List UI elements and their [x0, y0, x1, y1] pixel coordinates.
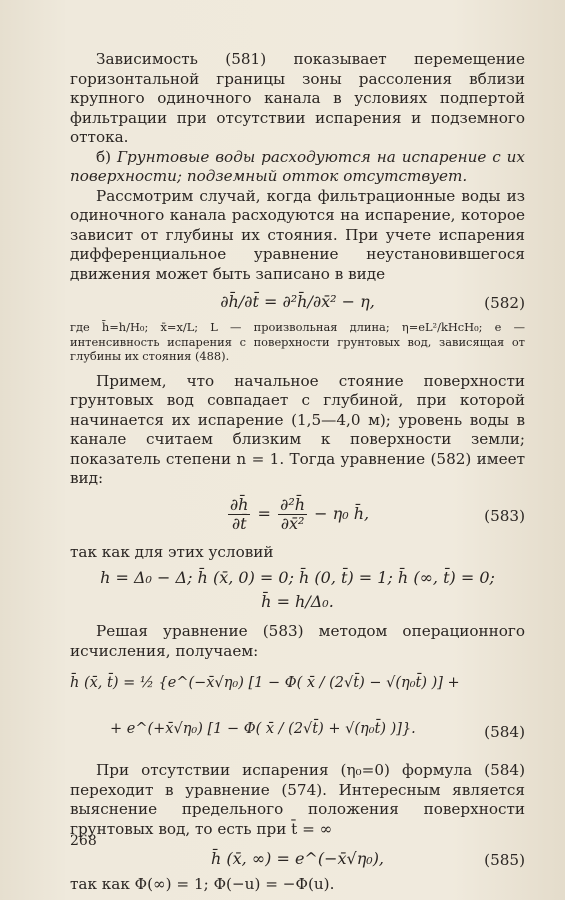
paragraph-2: Рассмотрим случай, когда фильтрационные воды из одиночного канала расходуются на испарение, которое зависит от глубины их стояния. При учете испарения дифференциальное уравнение неустановившегося движения может быть записано в виде — [70, 186, 525, 283]
conditions-2: h̄ = h/Δ₀. — [261, 592, 334, 612]
paragraph-1: Зависимость (581) показывает перемещение горизонтальной границы зоны рассоления вблизи крупного одиночного канала в условиях подпертой фильтрации при отсутствии испарения и подземного оттока. — [70, 50, 525, 146]
note-582: где h̄=h/H₀; x̄=x/L; L — произвольная длина; η=eL²/kHcH₀; e — интенсивность испарения с поверхности грунтовых вод, зависящая от глубины их стояния (488). — [70, 320, 525, 364]
equation-583 — [70, 493, 525, 541]
equation-582-number: (582) — [484, 294, 525, 312]
equation-585 — [70, 843, 525, 873]
fraction-lhs-den: ∂t̄ — [231, 513, 247, 533]
equation-584-second: + e^(+x̄√η₀) [1 − Φ( x̄ / (2√t̄) + √(η₀t̄) )]}. — [110, 721, 416, 738]
paragraph-4: так как для этих условий — [70, 542, 274, 561]
fraction-rhs-den: ∂x̄² — [280, 513, 305, 533]
item-b-label: б) — [96, 147, 112, 166]
item-b — [70, 148, 525, 187]
equation-583-number: (583) — [484, 506, 525, 525]
fraction-rhs-num: ∂²h̄ — [280, 494, 306, 514]
conditions-line-2 — [70, 592, 525, 616]
fraction-lhs-num: ∂h̄ — [229, 494, 249, 514]
equation-585-number: (585) — [484, 851, 525, 870]
page-number: 268 — [70, 833, 97, 849]
equation-584-first: h̄ (x̄, t̄) = ½ {e^(−x̄√η₀) [1 − Φ( x̄ / (2√t̄) − √(η₀t̄) )] + — [70, 675, 460, 692]
conditions-line-1 — [70, 568, 525, 592]
paragraph-5: Решая уравнение (583) методом операционного исчисления, получаем: — [70, 622, 525, 660]
page-body — [70, 50, 525, 895]
equation-583-body: $\frac{\partial h̄}{\partial t̄}$ = $\frac{\text{∂²h̄}}{\text{∂x̄²}}$ − η₀ h̄, — [229, 494, 370, 533]
fraction-lhs — [228, 496, 251, 533]
conditions-1: h = Δ₀ − Δ; h̄ (x̄, 0) = 0; h̄ (0, t̄) = 1; h̄ (∞, t̄) = 0; — [100, 568, 495, 588]
equation-584-number: (584) — [484, 723, 525, 742]
equation-582-body: ∂h̄/∂t̄ = ∂²h̄/∂x̄² − η, — [220, 292, 375, 311]
equation-582 — [70, 288, 525, 318]
item-b-text: Грунтовые воды расходуются на испарение с их поверхности; подземный отток отсутствует. — [70, 147, 525, 185]
paragraph-6: При отсутствии испарения (η₀=0) формула (584) переходит в уравнение (574). Интересным является выяснение предельного положения поверхности грунтовых вод, то есть при t̄ = ∞ — [70, 761, 525, 838]
paragraph-7: так как Φ(∞) = 1; Φ(−u) = −Φ(u). — [70, 875, 335, 894]
fraction-rhs — [278, 496, 307, 533]
equation-584-line-2 — [70, 713, 525, 751]
equation-583-tail: − η₀ h̄, — [314, 503, 370, 523]
paragraph-3: Примем, что начальное стояние поверхности грунтовых вод совпадает с глубиной, при которой начинается их испарение (1,5—4,0 м); уровень воды в канале считаем близким к поверхности земли; показатель степени n = 1. Тогда уравнение (582) имеет вид: — [70, 371, 525, 488]
equation-585-body: h̄ (x̄, ∞) = e^(−x̄√η₀), — [210, 849, 385, 869]
equation-584-line-1 — [70, 669, 525, 703]
